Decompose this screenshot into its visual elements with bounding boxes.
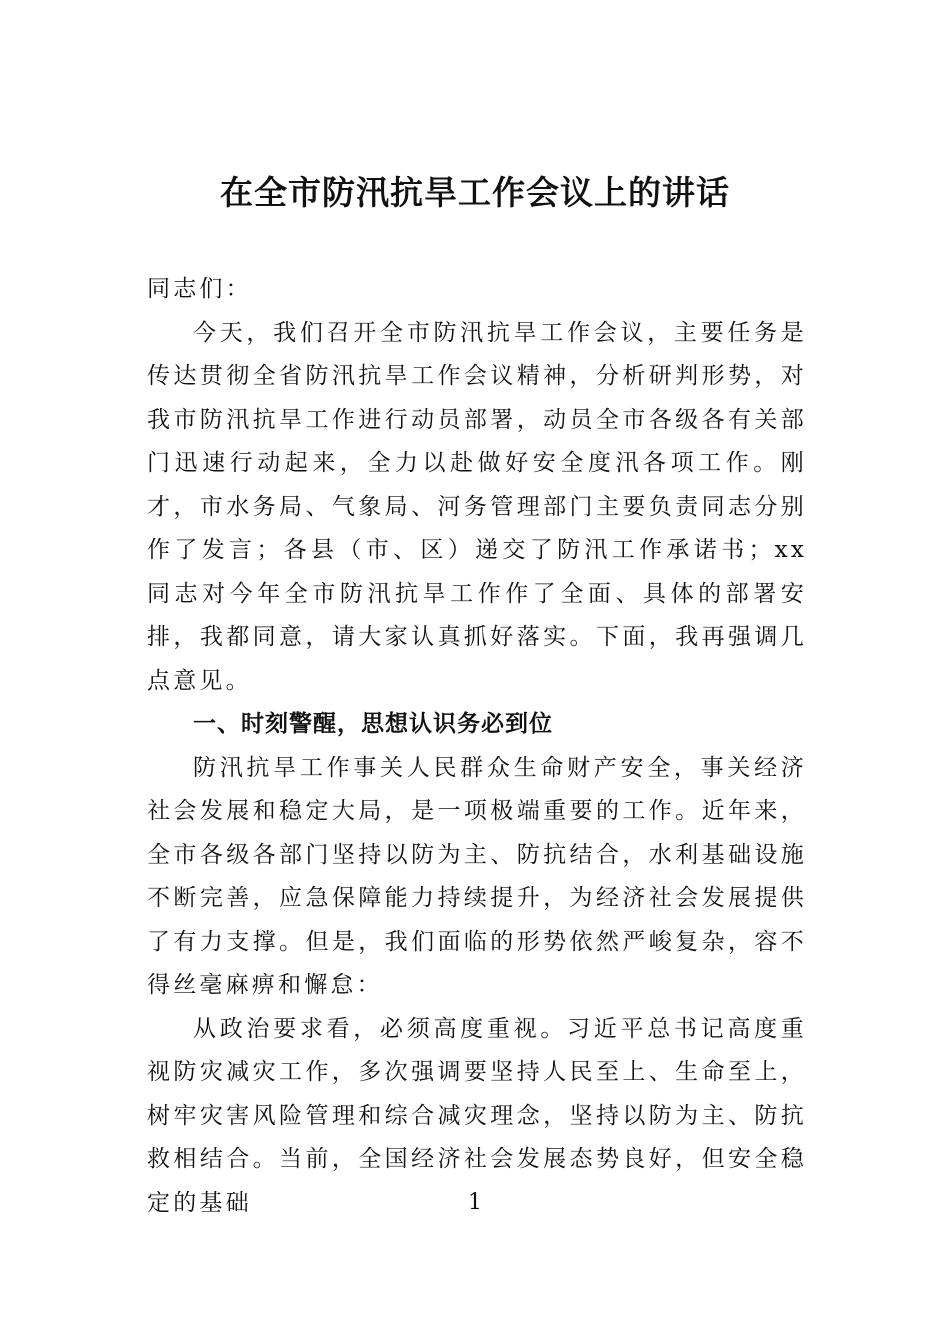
paragraph-opening: 今天，我们召开全市防汛抗旱工作会议，主要任务是传达贯彻全省防汛抗旱工作会议精神，分析研判形势，对我市防汛抗旱工作进行动员部署，动员全市各级各有关部门迅速行动起来，全力以赴做好安全度汛各项工作。刚才，市水务局、气象局、河务管理部门主要负责同志分别作了发言；各县（市、区）递交了防汛工作承诺书；xx同志对今年全市防汛抗旱工作作了全面、具体的部署安排，我都同意，请大家认真抓好落实。下面，我再强调几点意见。	[147, 319, 807, 694]
page-number: 1	[468, 1190, 482, 1215]
document-title: 在全市防汛抗旱工作会议上的讲话	[220, 173, 730, 212]
paragraph-political: 从政治要求看，必须高度重视。习近平总书记高度重视防灾减灾工作，多次强调要坚持人民至上、生命至上，树牢灾害风险管理和综合减灾理念，坚持以防为主、防抗救相结合。当前，全国经济社会发展态势良好，但安全稳定的基础	[147, 1015, 807, 1216]
document-body	[147, 268, 807, 1225]
salutation: 同志们：	[147, 276, 252, 302]
paragraph-importance: 防汛抗旱工作事关人民群众生命财产安全，事关经济社会发展和稳定大局，是一项极端重要的工作。近年来，全市各级各部门坚持以防为主、防抗结合，水利基础设施不断完善，应急保障能力持续提升，为经济社会发展提供了有力支撑。但是，我们面临的形势依然严峻复杂，容不得丝毫麻痹和懈怠：	[147, 754, 807, 998]
section-heading-1: 一、时刻警醒，思想认识务必到位	[193, 711, 553, 737]
